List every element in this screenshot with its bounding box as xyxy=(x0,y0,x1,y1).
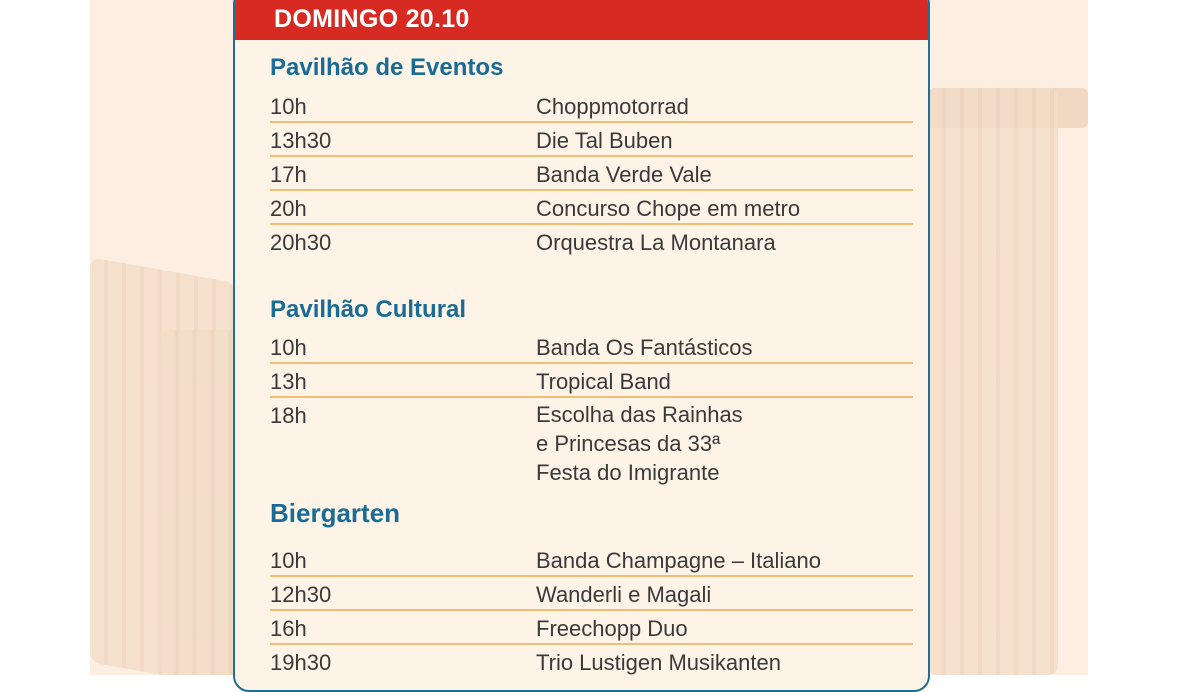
event-time: 16h xyxy=(270,616,307,641)
event-time: 20h xyxy=(270,196,307,221)
event-time: 17h xyxy=(270,162,307,187)
day-title: DOMINGO 20.10 xyxy=(274,5,470,33)
event-time: 18h xyxy=(270,403,307,428)
event-act: Die Tal Buben xyxy=(536,128,673,153)
schedule-row xyxy=(270,89,913,123)
event-act-multiline xyxy=(536,403,743,490)
section-title-pavilhao-cultural: Pavilhão Cultural xyxy=(270,296,467,323)
event-time: 19h30 xyxy=(270,650,332,675)
schedule-row xyxy=(270,645,913,679)
event-time: 13h xyxy=(270,369,307,394)
event-act: Banda Champagne – Italiano xyxy=(536,548,821,573)
schedule-row xyxy=(270,364,913,398)
schedule-card xyxy=(233,0,930,692)
event-act: Orquestra La Montanara xyxy=(536,230,776,255)
event-act: Freechopp Duo xyxy=(536,616,688,641)
schedule-row xyxy=(270,123,913,157)
event-act-line: Escolha das Rainhas xyxy=(536,402,743,427)
event-act: Tropical Band xyxy=(536,369,671,394)
event-time: 20h30 xyxy=(270,230,332,255)
event-time: 10h xyxy=(270,94,307,119)
event-act: Wanderli e Magali xyxy=(536,582,712,607)
event-act: Concurso Chope em metro xyxy=(536,196,801,221)
event-act: Banda Verde Vale xyxy=(536,162,712,187)
schedule-row xyxy=(270,398,913,500)
event-time: 13h30 xyxy=(270,128,332,153)
schedule-row xyxy=(270,543,913,577)
day-header xyxy=(235,0,928,40)
schedule-row xyxy=(270,611,913,645)
accordion-illustration-right xyxy=(928,88,1058,675)
event-time: 12h30 xyxy=(270,582,332,607)
event-time: 10h xyxy=(270,548,307,573)
schedule-row xyxy=(270,191,913,225)
section-title-biergarten: Biergarten xyxy=(270,498,401,528)
schedule-row xyxy=(270,225,913,259)
event-act: Choppmotorrad xyxy=(536,94,689,119)
accordion-illustration-left-detail xyxy=(160,330,240,675)
schedule-row xyxy=(270,577,913,611)
event-act: Trio Lustigen Musikanten xyxy=(536,650,781,675)
schedule-row xyxy=(270,330,913,364)
section-title-pavilhao-de-eventos: Pavilhão de Eventos xyxy=(270,54,504,81)
schedule-row xyxy=(270,157,913,191)
event-time: 10h xyxy=(270,335,307,360)
event-act-line: e Princesas da 33ª xyxy=(536,431,721,456)
event-act-line: Festa do Imigrante xyxy=(536,460,720,485)
event-act: Banda Os Fantásticos xyxy=(536,335,753,360)
